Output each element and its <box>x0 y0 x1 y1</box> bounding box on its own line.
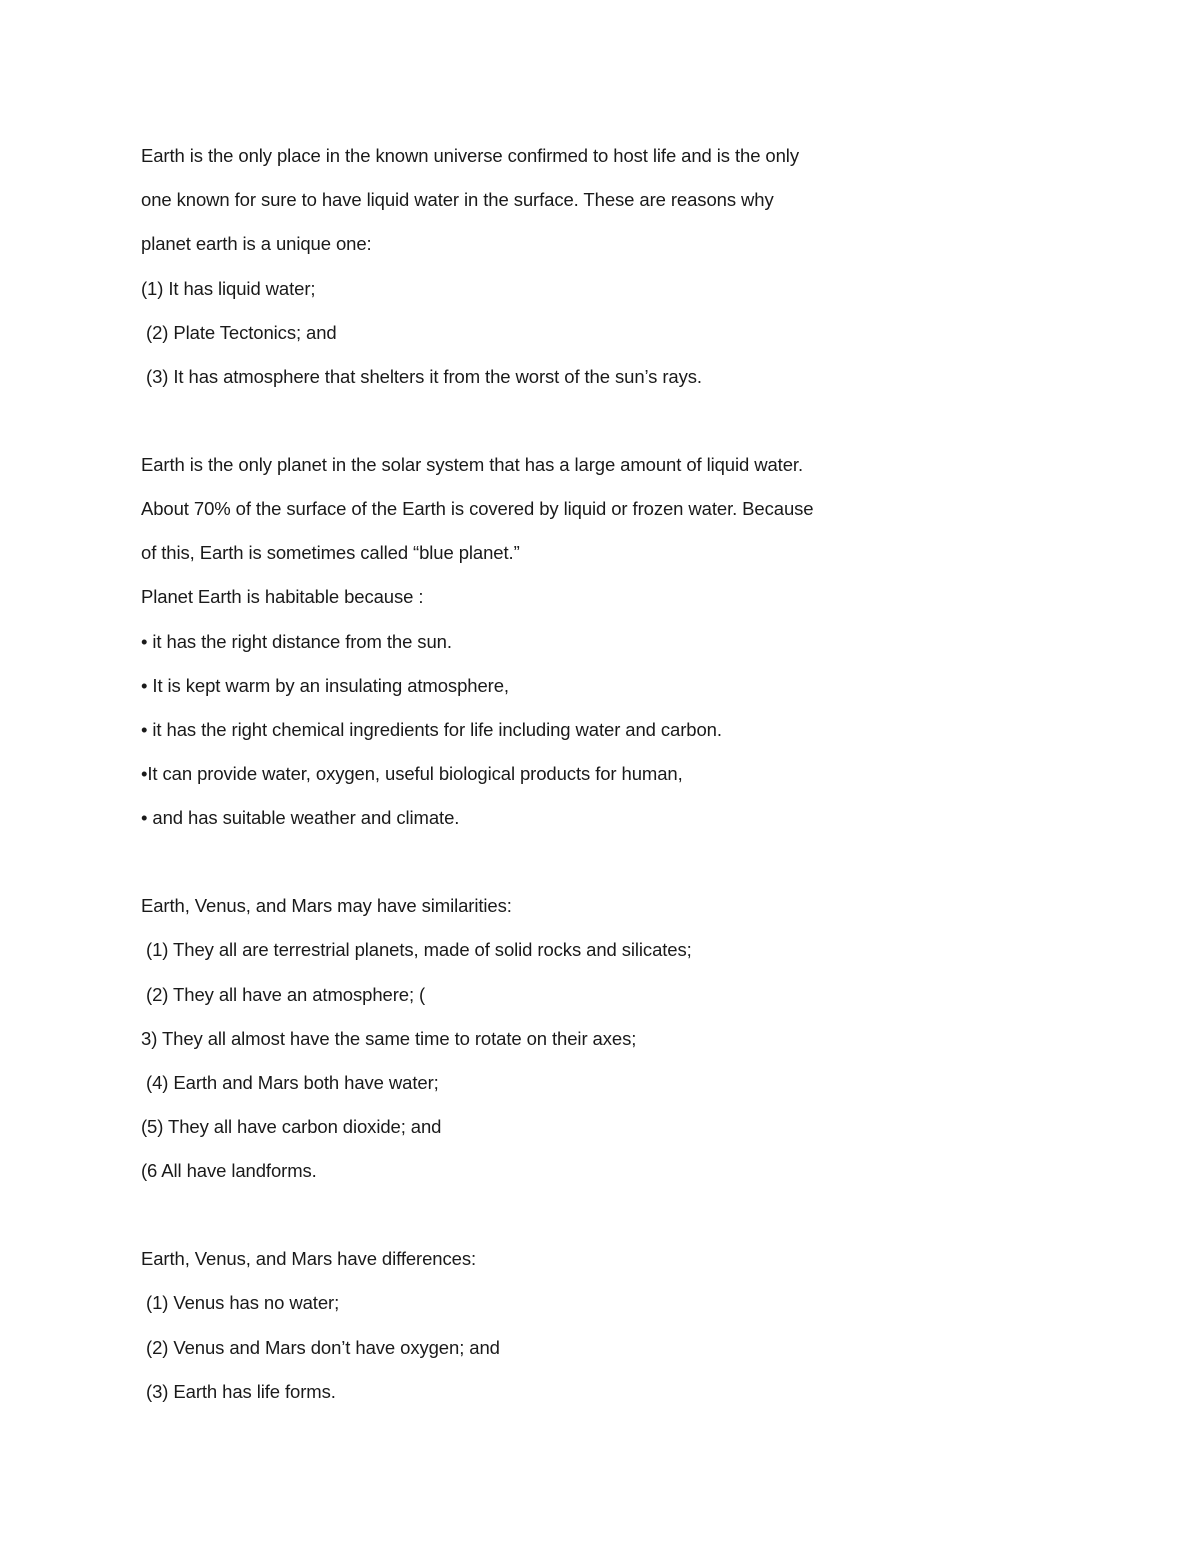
text-line: Earth, Venus, and Mars have differences: <box>141 1248 477 1269</box>
text-line: (1) Venus has no water; <box>141 1292 340 1313</box>
text-line: one known for sure to have liquid water in the surface. These are reasons why <box>141 189 774 210</box>
text-line: (2) Plate Tectonics; and <box>141 322 337 343</box>
text-line: of this, Earth is sometimes called “blue planet.” <box>141 542 520 563</box>
text-line: Earth is the only planet in the solar system that has a large amount of liquid water. <box>141 454 803 475</box>
text-line: • it has the right chemical ingredients for life including water and carbon. <box>141 719 722 740</box>
text-line: (3) Earth has life forms. <box>141 1381 336 1402</box>
text-line: Planet Earth is habitable because : <box>141 586 424 607</box>
text-line: (5) They all have carbon dioxide; and <box>141 1116 442 1137</box>
text-line: (1) They all are terrestrial planets, made of solid rocks and silicates; <box>141 939 692 960</box>
text-line: Earth is the only place in the known universe confirmed to host life and is the only <box>141 145 799 166</box>
text-line: • It is kept warm by an insulating atmosphere, <box>141 675 509 696</box>
text-line: (3) It has atmosphere that shelters it from the worst of the sun’s rays. <box>141 366 702 387</box>
text-line: • it has the right distance from the sun. <box>141 631 452 652</box>
text-line: planet earth is a unique one: <box>141 233 372 254</box>
text-line: (1) It has liquid water; <box>141 278 316 299</box>
text-line: About 70% of the surface of the Earth is covered by liquid or frozen water. Because <box>141 498 814 519</box>
text-line: (6 All have landforms. <box>141 1160 317 1181</box>
text-line: (2) They all have an atmosphere; ( <box>141 984 426 1005</box>
text-line: (4) Earth and Mars both have water; <box>141 1072 439 1093</box>
text-line: • and has suitable weather and climate. <box>141 807 460 828</box>
text-line: Earth, Venus, and Mars may have similarities: <box>141 895 512 916</box>
text-line: 3) They all almost have the same time to rotate on their axes; <box>141 1028 637 1049</box>
text-line: (2) Venus and Mars don’t have oxygen; and <box>141 1337 500 1358</box>
text-line: •It can provide water, oxygen, useful biological products for human, <box>141 763 683 784</box>
